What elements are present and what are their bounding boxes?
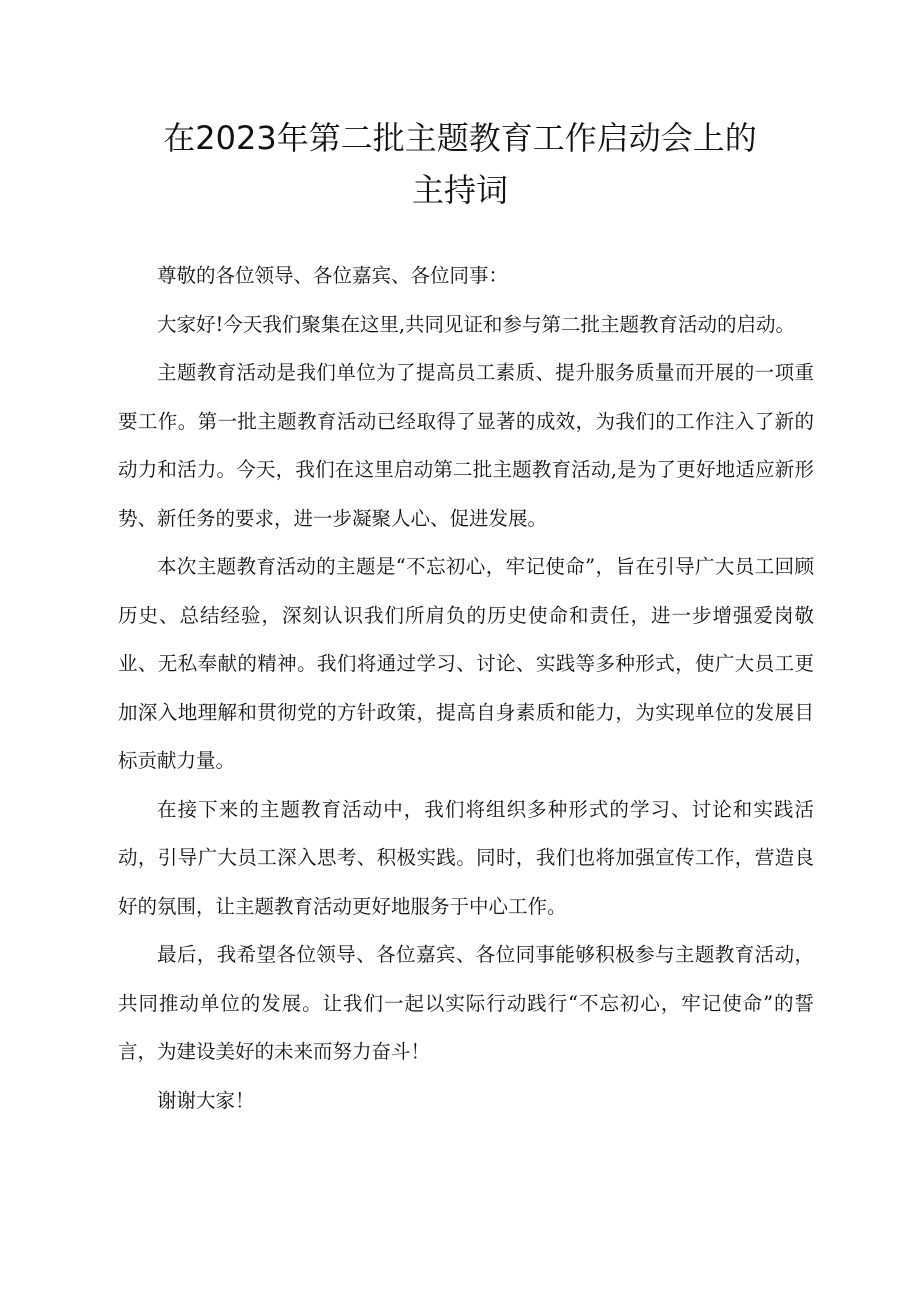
body-paragraph: 主题教育活动是我们单位为了提高员工素质、提升服务质量而开展的一项重要工作。第一批主题教育活动已经取得了显著的成效，为我们的工作注入了新的动力和活力。今天，我们在这里启动第二批主题教育活动,是为了更好地适应新形势、新任务的要求，进一步凝聚人心、促进发展。: [118, 361, 814, 530]
document-title-line-2: 主持词: [411, 171, 508, 209]
document-title: [90, 112, 830, 216]
body-paragraph: 最后，我希望各位领导、各位嘉宾、各位同事能够积极参与主题教育活动，共同推动单位的发展。让我们一起以实际行动践行“不忘初心，牢记使命”的誓言，为建设美好的未来而努力奋斗！: [118, 943, 814, 1063]
body-paragraph: 本次主题教育活动的主题是“不忘初心，牢记使命”，旨在引导广大员工回顾历史、总结经验，深刻认识我们所肩负的历史使命和责任，进一步增强爱岗敬业、无私奉献的精神。我们将通过学习、讨论、实践等多种形式，使广大员工更加深入地理解和贯彻党的方针政策，提高自身素质和能力，为实现单位的发展目标贡献力量。: [118, 555, 814, 772]
document-title-line-1: 在2023年第二批主题教育工作启动会上的: [163, 119, 757, 157]
closing-paragraph: 谢谢大家！: [157, 1088, 255, 1112]
greeting-paragraph: 大家好!今天我们聚集在这里,共同见证和参与第二批主题教育活动的启动。: [157, 312, 796, 336]
document-body: [118, 252, 814, 1125]
salutation-paragraph: 尊敬的各位领导、各位嘉宾、各位同事：: [157, 264, 509, 287]
body-paragraph: 在接下来的主题教育活动中，我们将组织多种形式的学习、讨论和实践活动，引导广大员工深入思考、积极实践。同时，我们也将加强宣传工作，营造良好的氛围，让主题教育活动更好地服务于中心工作。: [118, 797, 814, 918]
